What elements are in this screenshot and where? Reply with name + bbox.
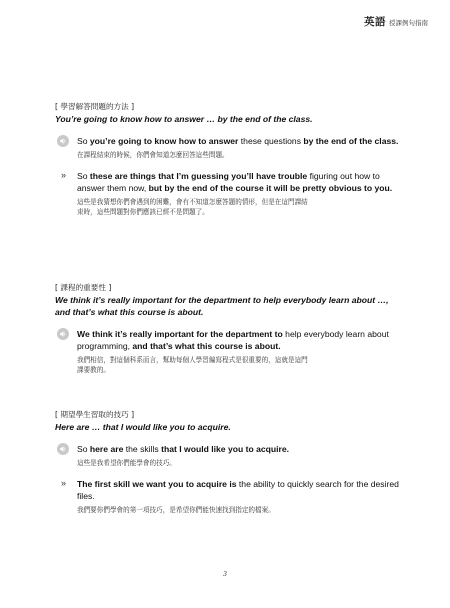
header-subtitle: 授課例句指南 <box>389 19 428 27</box>
speaker-icon[interactable] <box>57 135 69 147</box>
speaker-icon[interactable] <box>57 328 69 340</box>
section-pattern: We think it’s really important for the department to help everybody learn about …, and that’s what this course is about. <box>55 295 389 317</box>
chevron-right-icon: » <box>61 170 67 180</box>
speaker-icon[interactable] <box>57 443 69 455</box>
header-title: 英語 <box>364 16 386 28</box>
section-pattern: You’re going to know how to answer … by the end of the class. <box>55 114 313 124</box>
example-chinese: 這些是我猜想你們會遇到的困難，會有不知道怎麼答題的情形，但是在這門課結 束時，這些問題對你們應該已經不是問題了。 <box>77 198 308 216</box>
example-chinese: 這些是我希望你們能學會的技巧。 <box>77 459 176 467</box>
section-pattern: Here are … that I would like you to acquire. <box>55 422 231 432</box>
example-item <box>55 170 405 217</box>
example-english: The first skill we want you to acquire is the ability to quickly search for the desired files. <box>77 479 399 501</box>
example-item <box>55 328 405 375</box>
section-answer-method <box>55 101 405 217</box>
page-number: 3 <box>223 569 227 578</box>
example-chinese: 在課程結束的時候，你們會知道怎麼回答這些問題。 <box>77 151 229 159</box>
example-english: So here are the skills that I would like you to acquire. <box>77 444 290 454</box>
example-english: So these are things that I’m guessing you’ll have trouble figuring out how to answer them now, but by the end of the course it will be pretty obvious to you. <box>77 171 393 193</box>
example-chinese: 我們相信，對這個科系而言，幫助每個人學習編寫程式是很重要的，這就是這門 課要教的。 <box>77 356 308 374</box>
example-english: So you’re going to know how to answer these questions by the end of the class. <box>77 136 399 146</box>
example-item <box>55 443 405 468</box>
chevron-right-icon: » <box>61 478 67 488</box>
section-label: [ 期望學生習取的技巧 ] <box>55 410 135 419</box>
section-label: [ 課程的重要性 ] <box>55 283 112 292</box>
example-chinese: 我們要你們學會的第一項技巧，是希望你們能快速找到指定的檔案。 <box>77 506 275 514</box>
example-english: We think it’s really important for the department to help everybody learn about programming, and that’s what this course is about. <box>77 329 389 351</box>
example-item <box>55 135 405 160</box>
section-expected-skills <box>55 409 405 515</box>
running-header <box>364 14 428 29</box>
section-label: [ 學習解答問題的方法 ] <box>55 102 135 111</box>
section-course-importance <box>55 282 405 375</box>
example-item <box>55 478 405 515</box>
